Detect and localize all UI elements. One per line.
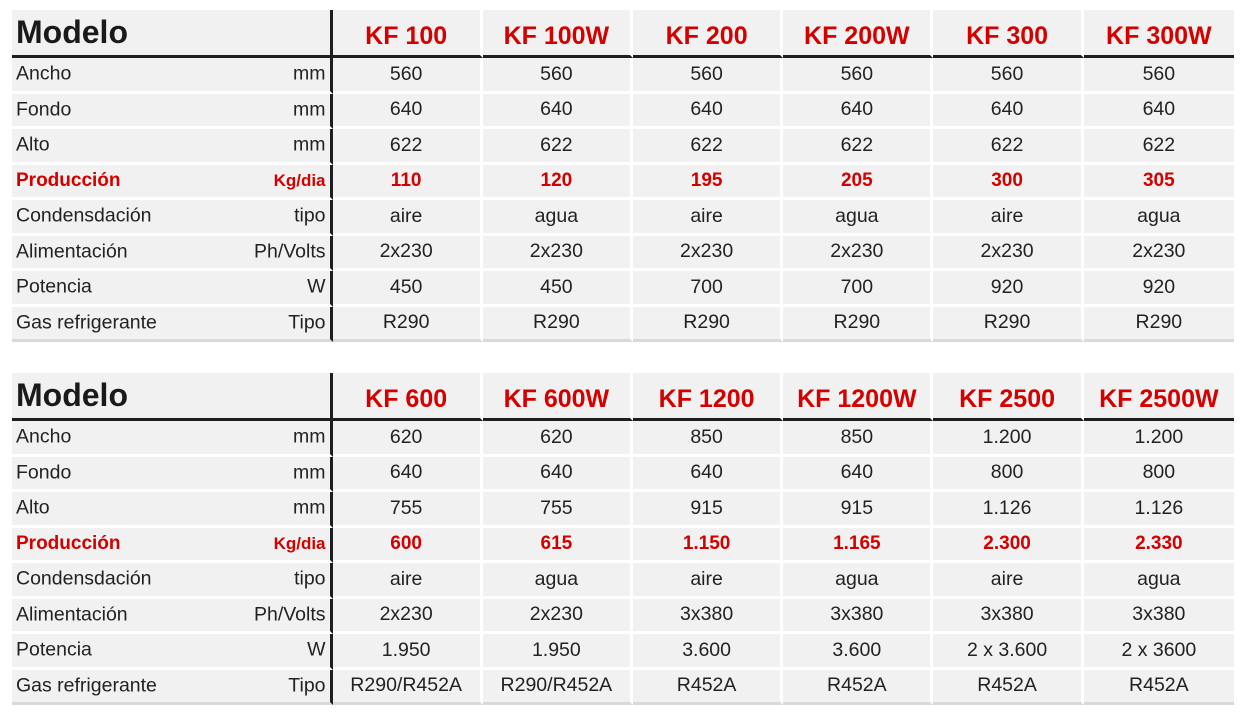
row-label: Alimentación xyxy=(16,603,128,626)
table-cell: 600 xyxy=(333,528,483,564)
table-cell: 2x230 xyxy=(933,236,1083,272)
table-cell: R290 xyxy=(333,307,483,343)
table-row xyxy=(12,307,1234,343)
table-cell: 615 xyxy=(483,528,633,564)
table-cell: 2x230 xyxy=(333,599,483,635)
table-cell: R290 xyxy=(1084,307,1234,343)
table-cell: 622 xyxy=(783,129,933,165)
table-cell: 305 xyxy=(1084,165,1234,201)
table-cell: 1.200 xyxy=(933,421,1083,457)
table-row xyxy=(12,58,1234,94)
table-cell: aire xyxy=(633,563,783,599)
table-cell: agua xyxy=(1084,200,1234,236)
model-name: KF 1200W xyxy=(783,373,933,421)
table-row xyxy=(12,129,1234,165)
table-cell: 920 xyxy=(1084,271,1234,307)
row-label: Ancho xyxy=(16,62,72,85)
table-cell: aire xyxy=(333,200,483,236)
table-cell: 800 xyxy=(1084,457,1234,493)
table-cell: 622 xyxy=(483,129,633,165)
model-name: KF 100W xyxy=(483,10,633,58)
row-label-cell xyxy=(12,236,333,272)
table-cell: R452A xyxy=(1084,670,1234,706)
table-row-production xyxy=(12,165,1234,201)
table-cell: 640 xyxy=(1084,94,1234,130)
row-label-cell xyxy=(12,492,333,528)
model-header: Modelo xyxy=(12,10,333,58)
row-label-cell xyxy=(12,634,333,670)
table-row xyxy=(12,563,1234,599)
table-cell: 640 xyxy=(333,457,483,493)
table-cell: aire xyxy=(333,563,483,599)
table-cell: 110 xyxy=(333,165,483,201)
row-unit: mm xyxy=(293,425,326,448)
table-cell: 800 xyxy=(933,457,1083,493)
table-cell: agua xyxy=(483,563,633,599)
row-label: Potencia xyxy=(16,275,92,298)
table-cell: 1.950 xyxy=(483,634,633,670)
table-cell: 3.600 xyxy=(633,634,783,670)
table-cell: 2x230 xyxy=(483,236,633,272)
row-unit: tipo xyxy=(294,204,326,227)
model-name: KF 100 xyxy=(333,10,483,58)
table-cell: 2.300 xyxy=(933,528,1083,564)
table-cell: 3x380 xyxy=(633,599,783,635)
table-cell: 640 xyxy=(783,94,933,130)
row-label-cell xyxy=(12,94,333,130)
model-name: KF 1200 xyxy=(633,373,783,421)
table-cell: R290/R452A xyxy=(483,670,633,706)
model-name: KF 2500 xyxy=(933,373,1083,421)
table-cell: 640 xyxy=(633,94,783,130)
table-cell: 1.150 xyxy=(633,528,783,564)
table-cell: R290 xyxy=(633,307,783,343)
table-cell: 1.200 xyxy=(1084,421,1234,457)
table-cell: 2x230 xyxy=(633,236,783,272)
table-cell: R290 xyxy=(933,307,1083,343)
table-row xyxy=(12,236,1234,272)
table-cell: 915 xyxy=(783,492,933,528)
table-cell: 850 xyxy=(633,421,783,457)
table-cell: 755 xyxy=(333,492,483,528)
table-cell: 700 xyxy=(783,271,933,307)
table-cell: R452A xyxy=(633,670,783,706)
table-cell: agua xyxy=(483,200,633,236)
table-cell: R290 xyxy=(483,307,633,343)
row-label: Producción xyxy=(16,169,121,191)
table-cell: R452A xyxy=(933,670,1083,706)
row-label-cell xyxy=(12,307,333,343)
table-cell: R452A xyxy=(783,670,933,706)
model-header: Modelo xyxy=(12,373,333,421)
table-cell: 2x230 xyxy=(783,236,933,272)
row-label: Alto xyxy=(16,496,50,519)
row-label: Alto xyxy=(16,133,50,156)
row-label-cell xyxy=(12,165,333,201)
row-unit: mm xyxy=(293,62,326,85)
table-cell: agua xyxy=(783,200,933,236)
table-cell: 560 xyxy=(633,58,783,94)
table-header-row xyxy=(12,10,1234,58)
row-unit: mm xyxy=(293,98,326,121)
row-label-cell xyxy=(12,129,333,165)
table-cell: 450 xyxy=(333,271,483,307)
model-name: KF 300 xyxy=(933,10,1083,58)
row-unit: Kg/dia xyxy=(273,170,326,190)
row-unit: mm xyxy=(293,461,326,484)
row-label-cell xyxy=(12,421,333,457)
row-label: Alimentación xyxy=(16,240,128,263)
table-cell: agua xyxy=(783,563,933,599)
table-cell: 640 xyxy=(483,94,633,130)
table-cell: 560 xyxy=(933,58,1083,94)
table-row xyxy=(12,271,1234,307)
row-label-cell xyxy=(12,599,333,635)
row-label: Gas refrigerante xyxy=(16,311,157,334)
table-cell: 915 xyxy=(633,492,783,528)
table-cell: agua xyxy=(1084,563,1234,599)
row-label: Condensdación xyxy=(16,567,152,590)
model-name: KF 200 xyxy=(633,10,783,58)
row-label-cell xyxy=(12,200,333,236)
row-label: Fondo xyxy=(16,461,72,484)
table-cell: 620 xyxy=(483,421,633,457)
table-row xyxy=(12,492,1234,528)
table-cell: 560 xyxy=(783,58,933,94)
row-unit: mm xyxy=(293,133,326,156)
table-cell: 560 xyxy=(483,58,633,94)
row-label: Fondo xyxy=(16,98,72,121)
table-row xyxy=(12,599,1234,635)
table-cell: 2 x 3600 xyxy=(1084,634,1234,670)
table-cell: 2x230 xyxy=(333,236,483,272)
table-cell: 640 xyxy=(483,457,633,493)
model-name: KF 600 xyxy=(333,373,483,421)
table-cell: 920 xyxy=(933,271,1083,307)
table-cell: aire xyxy=(633,200,783,236)
table-cell: 1.126 xyxy=(1084,492,1234,528)
table-cell: 622 xyxy=(933,129,1083,165)
table-cell: 640 xyxy=(783,457,933,493)
row-label-cell xyxy=(12,670,333,706)
table-cell: 622 xyxy=(333,129,483,165)
row-unit: Ph/Volts xyxy=(253,603,326,626)
model-name: KF 300W xyxy=(1084,10,1234,58)
row-label-cell xyxy=(12,271,333,307)
row-unit: W xyxy=(307,275,326,298)
row-label-cell xyxy=(12,528,333,564)
table-cell: 2 x 3.600 xyxy=(933,634,1083,670)
table-row xyxy=(12,634,1234,670)
table-cell: 755 xyxy=(483,492,633,528)
table-cell: 622 xyxy=(633,129,783,165)
table-cell: R290/R452A xyxy=(333,670,483,706)
table-cell: 3.600 xyxy=(783,634,933,670)
table-cell: 300 xyxy=(933,165,1083,201)
table-cell: 2x230 xyxy=(483,599,633,635)
table-cell: 640 xyxy=(633,457,783,493)
table-cell: 560 xyxy=(333,58,483,94)
table-row xyxy=(12,670,1234,706)
row-unit: mm xyxy=(293,496,326,519)
table-cell: 1.950 xyxy=(333,634,483,670)
table-cell: R290 xyxy=(783,307,933,343)
table-row-production xyxy=(12,528,1234,564)
table-row xyxy=(12,200,1234,236)
table-cell: 640 xyxy=(333,94,483,130)
table-row xyxy=(12,457,1234,493)
row-label: Ancho xyxy=(16,425,72,448)
table-cell: 622 xyxy=(1084,129,1234,165)
table-cell: aire xyxy=(933,563,1083,599)
table-cell: 120 xyxy=(483,165,633,201)
table-cell: 620 xyxy=(333,421,483,457)
table-cell: 2.330 xyxy=(1084,528,1234,564)
table-cell: 560 xyxy=(1084,58,1234,94)
row-label-cell xyxy=(12,457,333,493)
row-unit: Ph/Volts xyxy=(253,240,326,263)
row-unit: tipo xyxy=(294,567,326,590)
table-row xyxy=(12,94,1234,130)
table-cell: 3x380 xyxy=(1084,599,1234,635)
spec-table-1 xyxy=(12,10,1234,342)
table-row xyxy=(12,421,1234,457)
table-cell: 1.165 xyxy=(783,528,933,564)
table-cell: 850 xyxy=(783,421,933,457)
table-cell: 2x230 xyxy=(1084,236,1234,272)
table-header-row xyxy=(12,373,1234,421)
model-name: KF 2500W xyxy=(1084,373,1234,421)
row-unit: W xyxy=(307,638,326,661)
table-cell: 450 xyxy=(483,271,633,307)
model-name: KF 600W xyxy=(483,373,633,421)
row-label-cell xyxy=(12,563,333,599)
table-cell: 195 xyxy=(633,165,783,201)
row-label: Gas refrigerante xyxy=(16,674,157,697)
table-cell: 3x380 xyxy=(933,599,1083,635)
table-cell: aire xyxy=(933,200,1083,236)
row-unit: Kg/dia xyxy=(273,533,326,553)
table-cell: 3x380 xyxy=(783,599,933,635)
table-cell: 700 xyxy=(633,271,783,307)
model-name: KF 200W xyxy=(783,10,933,58)
row-unit: Tipo xyxy=(288,311,326,334)
row-label-cell xyxy=(12,58,333,94)
row-unit: Tipo xyxy=(288,674,326,697)
table-cell: 205 xyxy=(783,165,933,201)
row-label: Producción xyxy=(16,532,121,554)
row-label: Potencia xyxy=(16,638,92,661)
table-cell: 640 xyxy=(933,94,1083,130)
spec-table-2 xyxy=(12,373,1234,705)
row-label: Condensdación xyxy=(16,204,152,227)
table-cell: 1.126 xyxy=(933,492,1083,528)
